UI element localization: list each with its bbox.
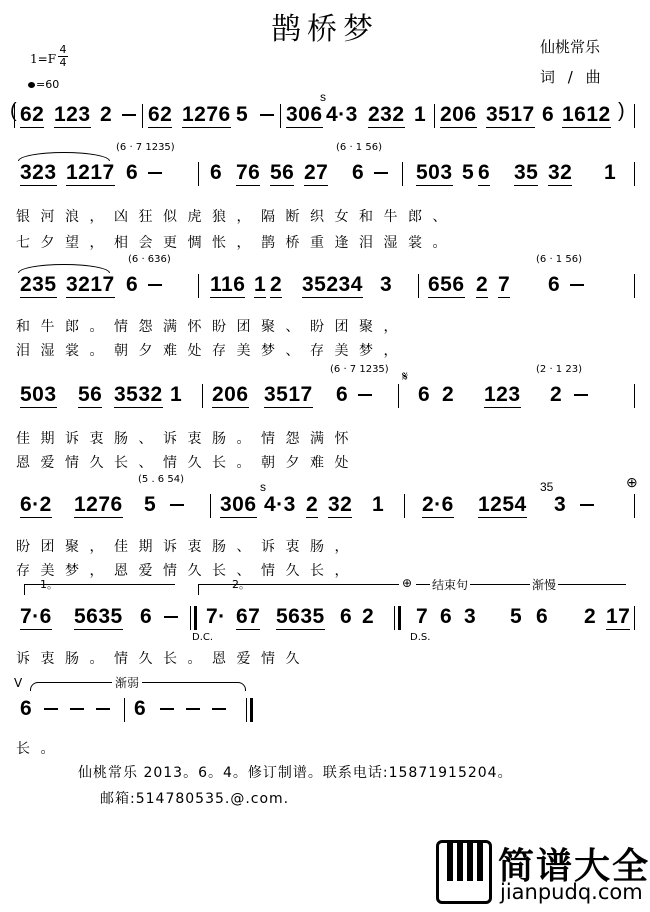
lyrics-line: 和牛郎。情怨满怀盼团聚、盼团聚， bbox=[16, 319, 408, 335]
hold-dash bbox=[96, 708, 110, 710]
note: 2 bbox=[270, 273, 283, 296]
ritardando-label: 渐慢 bbox=[532, 578, 557, 592]
credit: 词 / 曲 bbox=[540, 68, 605, 86]
volta-2-label: 2。 bbox=[232, 578, 250, 591]
note-group: 67 bbox=[236, 605, 261, 628]
hold-dash bbox=[374, 172, 388, 174]
author: 仙桃常乐 bbox=[540, 38, 601, 56]
note-group: 56 bbox=[78, 383, 103, 406]
piano-icon bbox=[436, 840, 492, 904]
hold-dash bbox=[260, 114, 274, 116]
note: 5 bbox=[144, 493, 157, 516]
note: 1 bbox=[372, 493, 385, 516]
note-group: 62 bbox=[20, 103, 45, 126]
note-group: 5635 bbox=[276, 605, 325, 628]
note-group: 2·6 bbox=[422, 493, 454, 516]
score-line-1 bbox=[10, 90, 636, 128]
note-group: 4·3 bbox=[326, 103, 358, 126]
note-group: 62 bbox=[148, 103, 173, 126]
key-signature: 1=F bbox=[30, 52, 57, 66]
barline bbox=[124, 698, 125, 722]
note: 6 bbox=[126, 161, 139, 184]
lyrics-line: 长。 bbox=[16, 741, 65, 757]
note: 2 bbox=[100, 103, 113, 126]
site-logo bbox=[436, 840, 650, 906]
note: 5 bbox=[462, 161, 475, 184]
note: 6 bbox=[20, 697, 33, 720]
grace-phrase: (6 · 7 1235) bbox=[330, 364, 389, 375]
note: 3 bbox=[464, 605, 477, 628]
note: 7 bbox=[416, 605, 429, 628]
barline bbox=[434, 104, 435, 128]
score-line-7 bbox=[14, 698, 636, 722]
note-group: 232 bbox=[368, 103, 405, 126]
barline bbox=[634, 606, 635, 630]
barline bbox=[634, 162, 635, 186]
hold-dash bbox=[160, 708, 174, 710]
grace-phrase: (6 · 636) bbox=[128, 254, 171, 265]
note: 5 bbox=[510, 605, 523, 628]
note-group: 35 bbox=[514, 161, 539, 184]
repeat-paren-icon: ( bbox=[10, 100, 17, 122]
note-group: 17 bbox=[606, 605, 631, 628]
note-group: 1217 bbox=[66, 161, 115, 184]
note-group: 3217 bbox=[66, 273, 115, 296]
logo-text-cn: 简谱大全 bbox=[498, 846, 650, 887]
note: 2 bbox=[550, 383, 563, 406]
note-group: 3517 bbox=[264, 383, 313, 406]
lyrics-line: 恩爱情久长、情久长。朝夕难处 bbox=[16, 455, 359, 471]
barline bbox=[398, 384, 399, 408]
note: 7· bbox=[206, 605, 226, 628]
coda-icon: ⊕ bbox=[402, 576, 413, 590]
grace-note: s bbox=[260, 480, 266, 494]
barline bbox=[246, 698, 247, 722]
note-group: 1276 bbox=[74, 493, 123, 516]
note: 1 bbox=[604, 161, 617, 184]
note-group: 206 bbox=[440, 103, 477, 126]
volta-1-label: 1。 bbox=[40, 578, 58, 591]
barline bbox=[634, 494, 635, 518]
barline bbox=[402, 162, 403, 186]
barline bbox=[202, 384, 203, 408]
lyrics-line: 七夕望，相会更惆怅，鹊桥重逢泪湿裳。 bbox=[16, 235, 457, 251]
note: 6 bbox=[418, 383, 431, 406]
note-group: 27 bbox=[304, 161, 329, 184]
barline-double bbox=[194, 606, 197, 630]
note-group: 3517 bbox=[486, 103, 535, 126]
note-group: 1254 bbox=[478, 493, 527, 516]
lyrics-line: 存美梦，恩爱情久长、情久长， bbox=[16, 563, 359, 579]
grace-phrase: (6 · 1 56) bbox=[536, 254, 582, 265]
note: 6 bbox=[542, 103, 555, 126]
slur bbox=[18, 264, 110, 273]
hold-dash bbox=[164, 616, 178, 618]
lyrics-line: 银河浪，凶狂似虎狼，隔断织女和牛郎、 bbox=[16, 209, 457, 225]
note-group: 32 bbox=[548, 161, 573, 184]
coda-icon: ⊕ bbox=[626, 474, 638, 490]
note-group: 1612 bbox=[562, 103, 611, 126]
hold-dash bbox=[148, 284, 162, 286]
note: 3 bbox=[554, 493, 567, 516]
tempo-value: =60 bbox=[36, 78, 60, 91]
breath-mark: V bbox=[14, 676, 23, 690]
barline bbox=[210, 494, 211, 518]
lyrics-line: 泪湿裳。朝夕难处存美梦、存美梦， bbox=[16, 343, 408, 359]
quarter-note-icon bbox=[28, 82, 35, 88]
note-group: 235 bbox=[20, 273, 57, 296]
note: 6 bbox=[352, 161, 365, 184]
barline bbox=[198, 274, 199, 298]
note: 6 bbox=[210, 161, 223, 184]
barline bbox=[634, 384, 635, 408]
segno-icon: 𝄋 bbox=[402, 368, 409, 384]
score-line-3 bbox=[14, 274, 636, 298]
note: 2 bbox=[476, 273, 489, 296]
note-group: 116 bbox=[210, 273, 246, 296]
grace-note: 35 bbox=[540, 480, 554, 494]
note-group: 123 bbox=[54, 103, 91, 126]
footer-info: 仙桃常乐 2013。6。4。修订制谱。联系电话:15871915204。 bbox=[78, 765, 513, 781]
note: 2 bbox=[584, 605, 597, 628]
note: 6 bbox=[126, 273, 139, 296]
time-signature bbox=[58, 44, 68, 69]
logo-text-en: jianpudq.com bbox=[500, 880, 643, 904]
note-group: 56 bbox=[270, 161, 295, 184]
hold-dash bbox=[44, 708, 58, 710]
note-group: 76 bbox=[236, 161, 261, 184]
hold-dash bbox=[70, 708, 84, 710]
score-line-2 bbox=[14, 162, 636, 186]
dc-mark: D.C. bbox=[192, 632, 214, 643]
note: 6 bbox=[134, 697, 147, 720]
hold-dash bbox=[212, 708, 226, 710]
song-title: 鹊桥梦 bbox=[271, 12, 379, 47]
note: 5 bbox=[236, 103, 249, 126]
note-group: 7·6 bbox=[20, 605, 52, 628]
lyrics-line: 佳期诉衷肠、诉衷肠。情怨满怀 bbox=[16, 431, 359, 447]
hold-dash bbox=[570, 284, 584, 286]
lyrics-line: 盼团聚，佳期诉衷肠、诉衷肠， bbox=[16, 539, 359, 555]
barline bbox=[190, 606, 191, 630]
grace-phrase: (6 · 7 1235) bbox=[116, 142, 175, 153]
barline bbox=[418, 274, 419, 298]
note-group: 656 bbox=[428, 273, 465, 296]
hold-dash bbox=[358, 394, 372, 396]
note-group: 6·2 bbox=[20, 493, 52, 516]
note: 2 bbox=[362, 605, 375, 628]
tempo-mark bbox=[28, 78, 59, 91]
note-group: 3532 bbox=[114, 383, 163, 406]
barline bbox=[280, 104, 281, 128]
note: 3 bbox=[380, 273, 393, 296]
note-group: 123 bbox=[484, 383, 521, 406]
note-group: 4·3 bbox=[264, 493, 296, 516]
hold-dash bbox=[186, 708, 200, 710]
barline bbox=[634, 274, 635, 298]
note: 6 bbox=[478, 161, 491, 184]
note-group: 503 bbox=[20, 383, 57, 406]
note: 1 bbox=[170, 383, 183, 406]
hold-dash bbox=[148, 172, 162, 174]
note: 2 bbox=[442, 383, 455, 406]
note: 6 bbox=[340, 605, 353, 628]
note: 6 bbox=[336, 383, 349, 406]
hold-dash bbox=[580, 504, 594, 506]
note-group: 32 bbox=[328, 493, 353, 516]
note-group: 306 bbox=[286, 103, 323, 126]
grace-phrase: (2 · 1 23) bbox=[536, 364, 582, 375]
note: 6 bbox=[440, 605, 453, 628]
note-group: 503 bbox=[416, 161, 453, 184]
barline bbox=[404, 494, 405, 518]
note: 1 bbox=[414, 103, 427, 126]
note: 1 bbox=[254, 273, 267, 296]
note-group: 323 bbox=[20, 161, 57, 184]
grace-phrase: (6 · 1 56) bbox=[336, 142, 382, 153]
note: 2 bbox=[306, 493, 319, 516]
diminuendo-label: 渐弱 bbox=[112, 674, 142, 691]
grace-note: s bbox=[320, 90, 326, 104]
footer-email: 邮箱:514780535.@.com. bbox=[100, 791, 290, 807]
barline-double bbox=[398, 606, 401, 630]
note-group: 306 bbox=[220, 493, 257, 516]
note: 7 bbox=[498, 273, 511, 296]
note-group: 5635 bbox=[74, 605, 123, 628]
note-group: 1276 bbox=[182, 103, 231, 126]
barline bbox=[198, 162, 199, 186]
volta-bracket-2 bbox=[198, 584, 399, 595]
hold-dash bbox=[574, 394, 588, 396]
score-line-6 bbox=[14, 605, 636, 643]
ds-mark: D.S. bbox=[410, 632, 431, 643]
note-group: 206 bbox=[212, 383, 249, 406]
repeat-paren-icon: ) bbox=[618, 100, 625, 122]
coda-label: 结束句 bbox=[432, 578, 469, 592]
barline bbox=[142, 104, 143, 128]
hold-dash bbox=[170, 504, 184, 506]
note: 6 bbox=[536, 605, 549, 628]
meter-top: 4 bbox=[59, 43, 67, 56]
meter-bottom: 4 bbox=[59, 56, 67, 69]
note: 6 bbox=[548, 273, 561, 296]
barline bbox=[394, 606, 395, 630]
slur bbox=[18, 152, 110, 161]
barline bbox=[634, 104, 635, 128]
lyrics-line: 诉衷肠。情久长。恩爱情久 bbox=[16, 651, 310, 667]
final-barline bbox=[250, 698, 253, 722]
note: 6 bbox=[140, 605, 153, 628]
note-group: 35234 bbox=[302, 273, 363, 296]
hold-dash bbox=[122, 114, 136, 116]
grace-phrase: (5 . 6 54) bbox=[138, 474, 184, 485]
